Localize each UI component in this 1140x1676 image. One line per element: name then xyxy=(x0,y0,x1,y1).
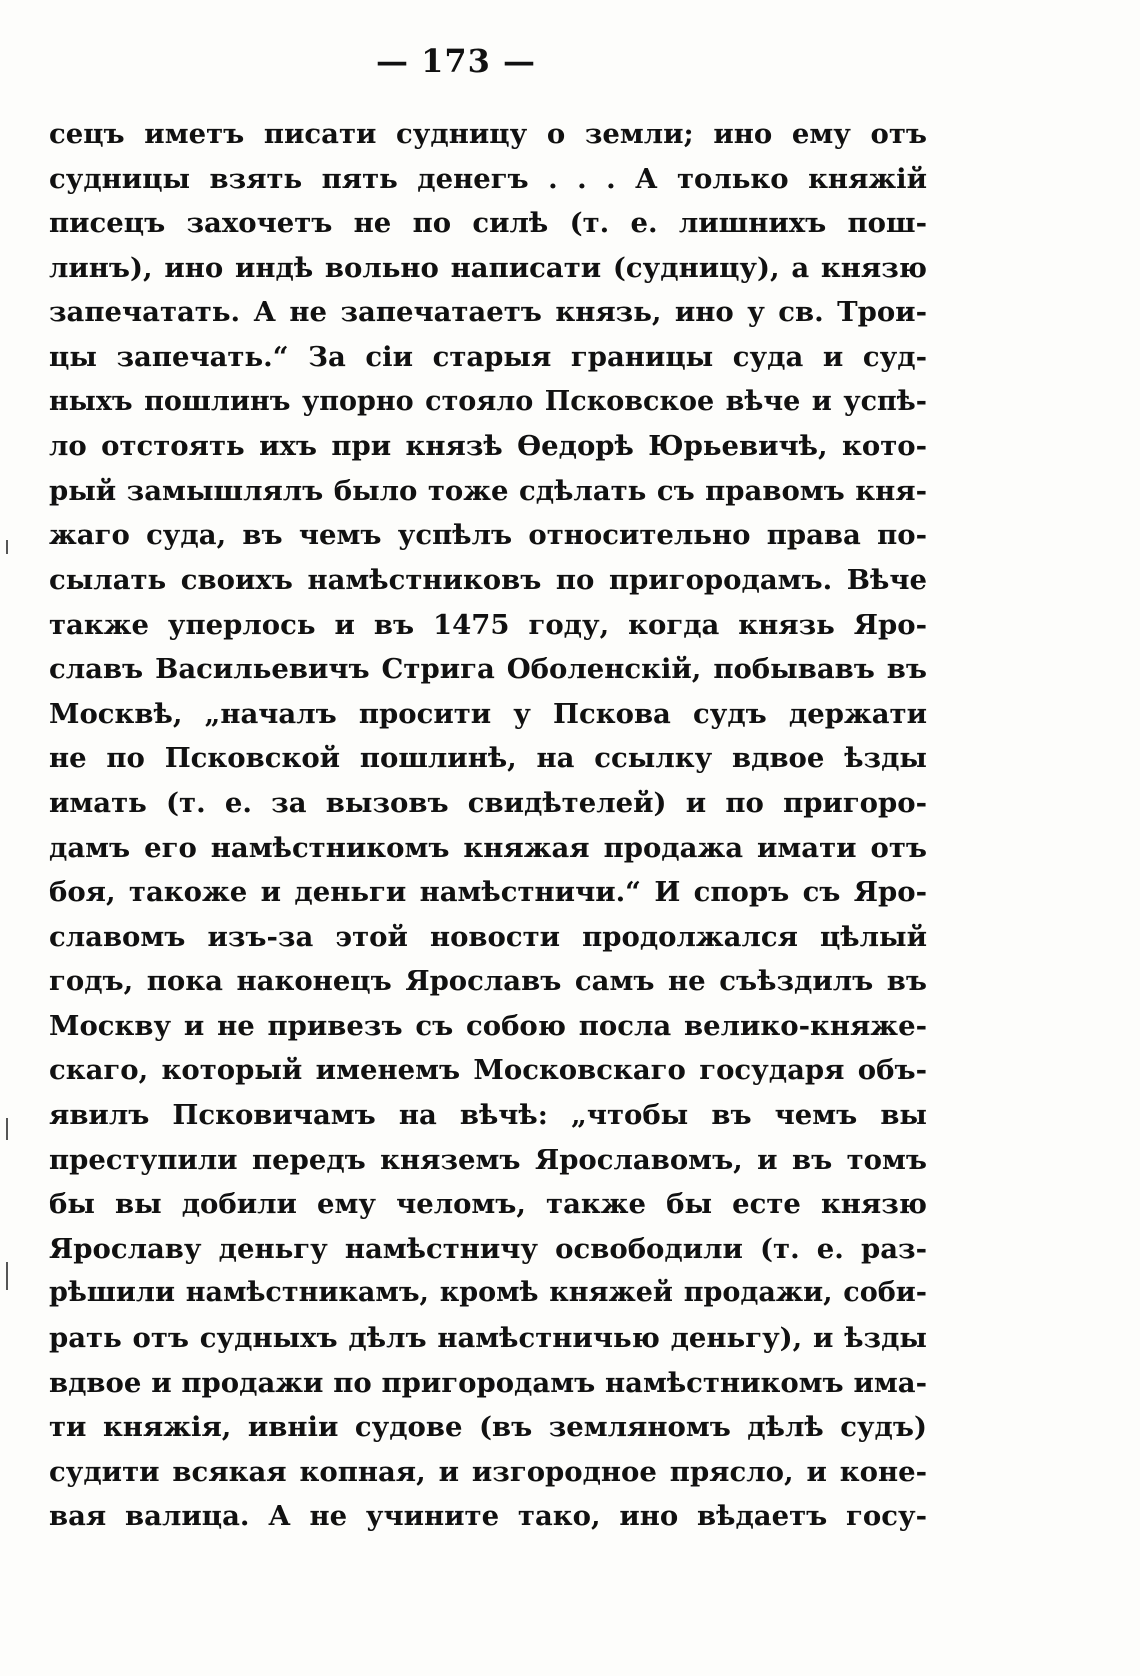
text-line: сылать своихъ намѣстниковъ по пригородамъ. Вѣче xyxy=(49,563,927,596)
margin-mark xyxy=(6,540,8,554)
text-line: дамъ его намѣстникомъ княжая продажа имати отъ xyxy=(49,831,927,864)
text-line: славомъ изъ-за этой новости продолжался цѣлый xyxy=(49,920,927,953)
page-number: — 173 — xyxy=(375,42,537,80)
text-line: имать (т. е. за вызовъ свидѣтелей) и по пригоро- xyxy=(49,786,927,819)
text-line: цы запечать.“ За сіи старыя границы суда и суд- xyxy=(49,340,927,373)
text-line: ти княжія, ивніи судове (въ земляномъ дѣлѣ судъ) xyxy=(49,1411,927,1444)
margin-mark xyxy=(6,1118,8,1140)
text-line: судницы взять пять денегъ . . . А только княжій xyxy=(49,162,927,195)
text-line: годъ, пока наконецъ Ярославъ самъ не съѣздилъ въ xyxy=(49,965,927,998)
text-line: Ярославу деньгу намѣстничу освободили (т. е. раз- xyxy=(49,1232,927,1265)
text-line: ло отстоять ихъ при князѣ Ѳедорѣ Юрьевичѣ, кото- xyxy=(49,430,927,463)
text-line: также уперлось и въ 1475 году, когда князь Яро- xyxy=(49,608,927,641)
text-line: преступили передъ княземъ Ярославомъ, и въ томъ xyxy=(49,1143,927,1176)
text-line: боя, такоже и деньги намѣстничи.“ И споръ съ Яро- xyxy=(49,876,927,909)
text-line: рать отъ судныхъ дѣлъ намѣстничью деньгу), и ѣзды xyxy=(49,1322,927,1355)
text-line: не по Псковской пошлинѣ, на ссылку вдвое ѣзды xyxy=(49,742,927,775)
text-line: ныхъ пошлинъ упорно стояло Псковское вѣче и успѣ- xyxy=(49,385,927,417)
text-line: жаго суда, въ чемъ успѣлъ относительно права по- xyxy=(49,519,927,552)
text-line: скаго, который именемъ Московскаго государя объ- xyxy=(49,1054,927,1087)
margin-mark xyxy=(6,1262,8,1290)
text-line: рый замышлялъ было тоже сдѣлать съ правомъ кня- xyxy=(49,474,927,507)
text-line: явилъ Псковичамъ на вѣчѣ: „чтобы въ чемъ вы xyxy=(49,1099,927,1132)
text-line: линъ), ино индѣ вольно написати (судницу), а князю xyxy=(49,251,927,284)
text-line: Москвѣ, „началъ просити у Пскова судъ держати xyxy=(49,697,927,730)
text-line: вдвое и продажи по пригородамъ намѣстникомъ има- xyxy=(49,1366,927,1399)
text-line: писецъ захочетъ не по силѣ (т. е. лишнихъ пош- xyxy=(49,207,927,240)
text-line: вая валица. А не учините тако, ино вѣдаетъ госу- xyxy=(49,1500,927,1533)
body-text xyxy=(49,112,927,1539)
text-line: рѣшили намѣстникамъ, кромѣ княжей продажи, соби- xyxy=(49,1277,927,1309)
text-line: запечатать. А не запечатаетъ князь, ино у св. Трои- xyxy=(49,296,927,329)
text-line: судити всякая копная, и изгородное прясло, и коне- xyxy=(49,1455,927,1488)
text-line: славъ Васильевичъ Стрига Оболенскій, побывавъ въ xyxy=(49,653,927,686)
text-line: Москву и не привезъ съ собою посла велико-княже- xyxy=(49,1009,927,1042)
text-line: сецъ иметъ писати судницу о земли; ино ему отъ xyxy=(49,118,927,150)
text-line: бы вы добили ему челомъ, также бы есте князю xyxy=(49,1188,927,1221)
